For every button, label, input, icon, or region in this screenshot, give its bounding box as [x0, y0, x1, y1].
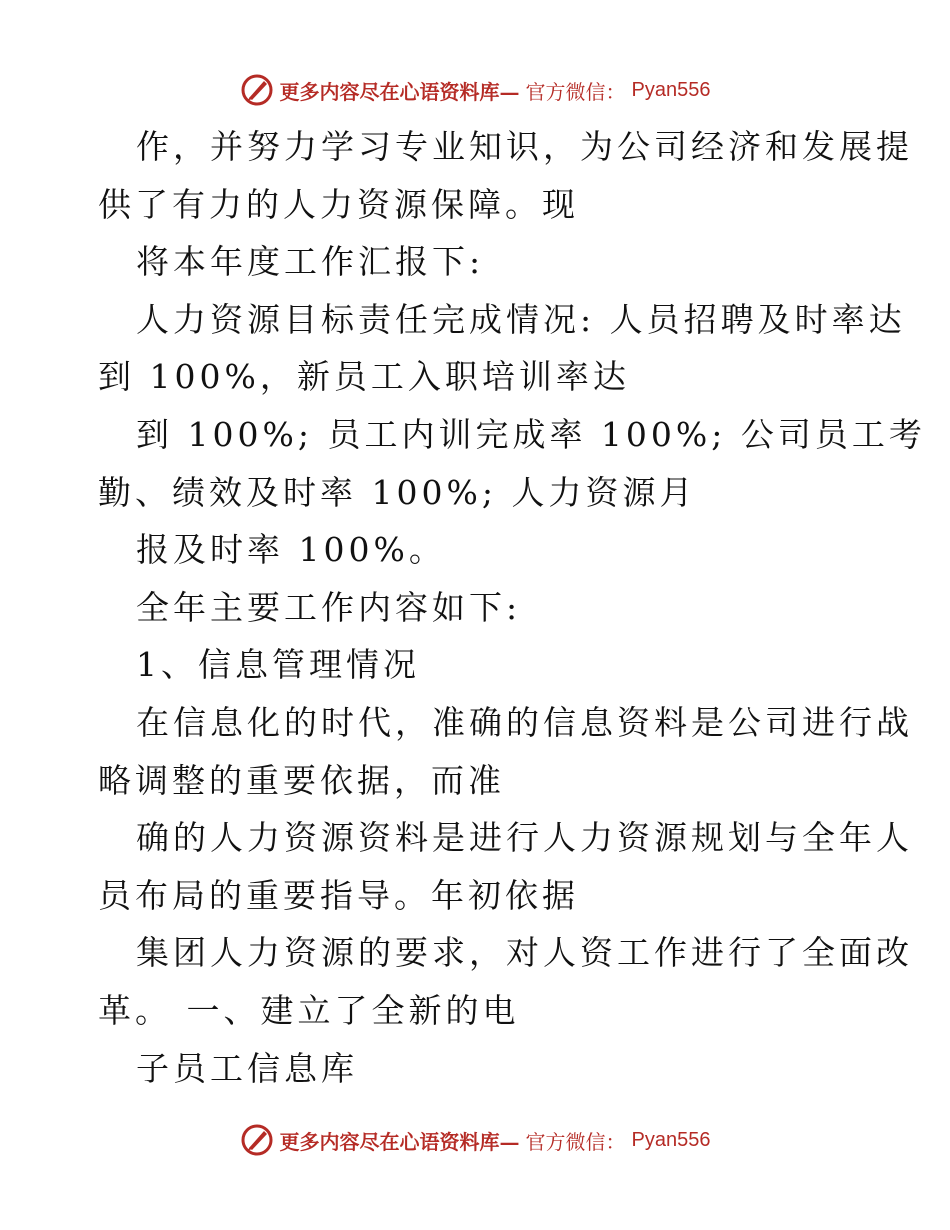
banner-site-text: 更多内容尽在心语资料库—	[279, 1129, 520, 1154]
paragraph-line: 略调整的重要依据，而准	[98, 760, 505, 800]
paragraph-line: 到 100%; 员工内训完成率 100%; 公司员工考	[136, 414, 926, 454]
paragraph-line: 在信息化的时代，准确的信息资料是公司进行战	[136, 702, 913, 742]
paragraph-line: 报及时率 100%。	[136, 530, 446, 570]
paragraph-line: 全年主要工作内容如下:	[136, 587, 522, 627]
paragraph-line: 人力资源目标责任完成情况: 人员招聘及时率达	[136, 299, 906, 339]
document-body	[98, 118, 926, 1097]
paragraph-line: 供了有力的人力资源保障。现	[98, 184, 579, 224]
paragraph-line: 子员工信息库	[136, 1048, 358, 1088]
watermark-banner	[240, 1123, 711, 1157]
header-banner	[0, 70, 950, 110]
paragraph-line: 员布局的重要指导。年初依据	[98, 875, 579, 915]
watermark-banner	[240, 73, 711, 107]
paragraph-line: 集团人力资源的要求，对人资工作进行了全面改	[136, 933, 913, 973]
paragraph-line: 将本年度工作汇报下:	[136, 242, 485, 282]
banner-wechat-id: Pyan556	[631, 78, 711, 101]
paragraph-line: 确的人力资源资料是进行人力资源规划与全年人	[136, 818, 913, 858]
paragraph-line: 革。 一、建立了全新的电	[98, 990, 520, 1030]
banner-site-text: 更多内容尽在心语资料库—	[279, 79, 520, 104]
footer-banner	[0, 1120, 950, 1160]
banner-wechat-label: 官方微信：	[525, 1129, 626, 1154]
paragraph-line: 勤、绩效及时率 100%; 人力资源月	[98, 472, 697, 512]
quill-pen-logo-icon	[240, 1123, 274, 1157]
quill-pen-logo-icon	[240, 73, 274, 107]
section-heading: 1、信息管理情况	[136, 645, 420, 685]
banner-wechat-id: Pyan556	[631, 1128, 711, 1151]
paragraph-line: 作，并努力学习专业知识，为公司经济和发展提	[136, 127, 913, 166]
banner-wechat-label: 官方微信：	[525, 79, 626, 104]
paragraph-line: 到 100%，新员工入职培训率达	[98, 357, 630, 397]
